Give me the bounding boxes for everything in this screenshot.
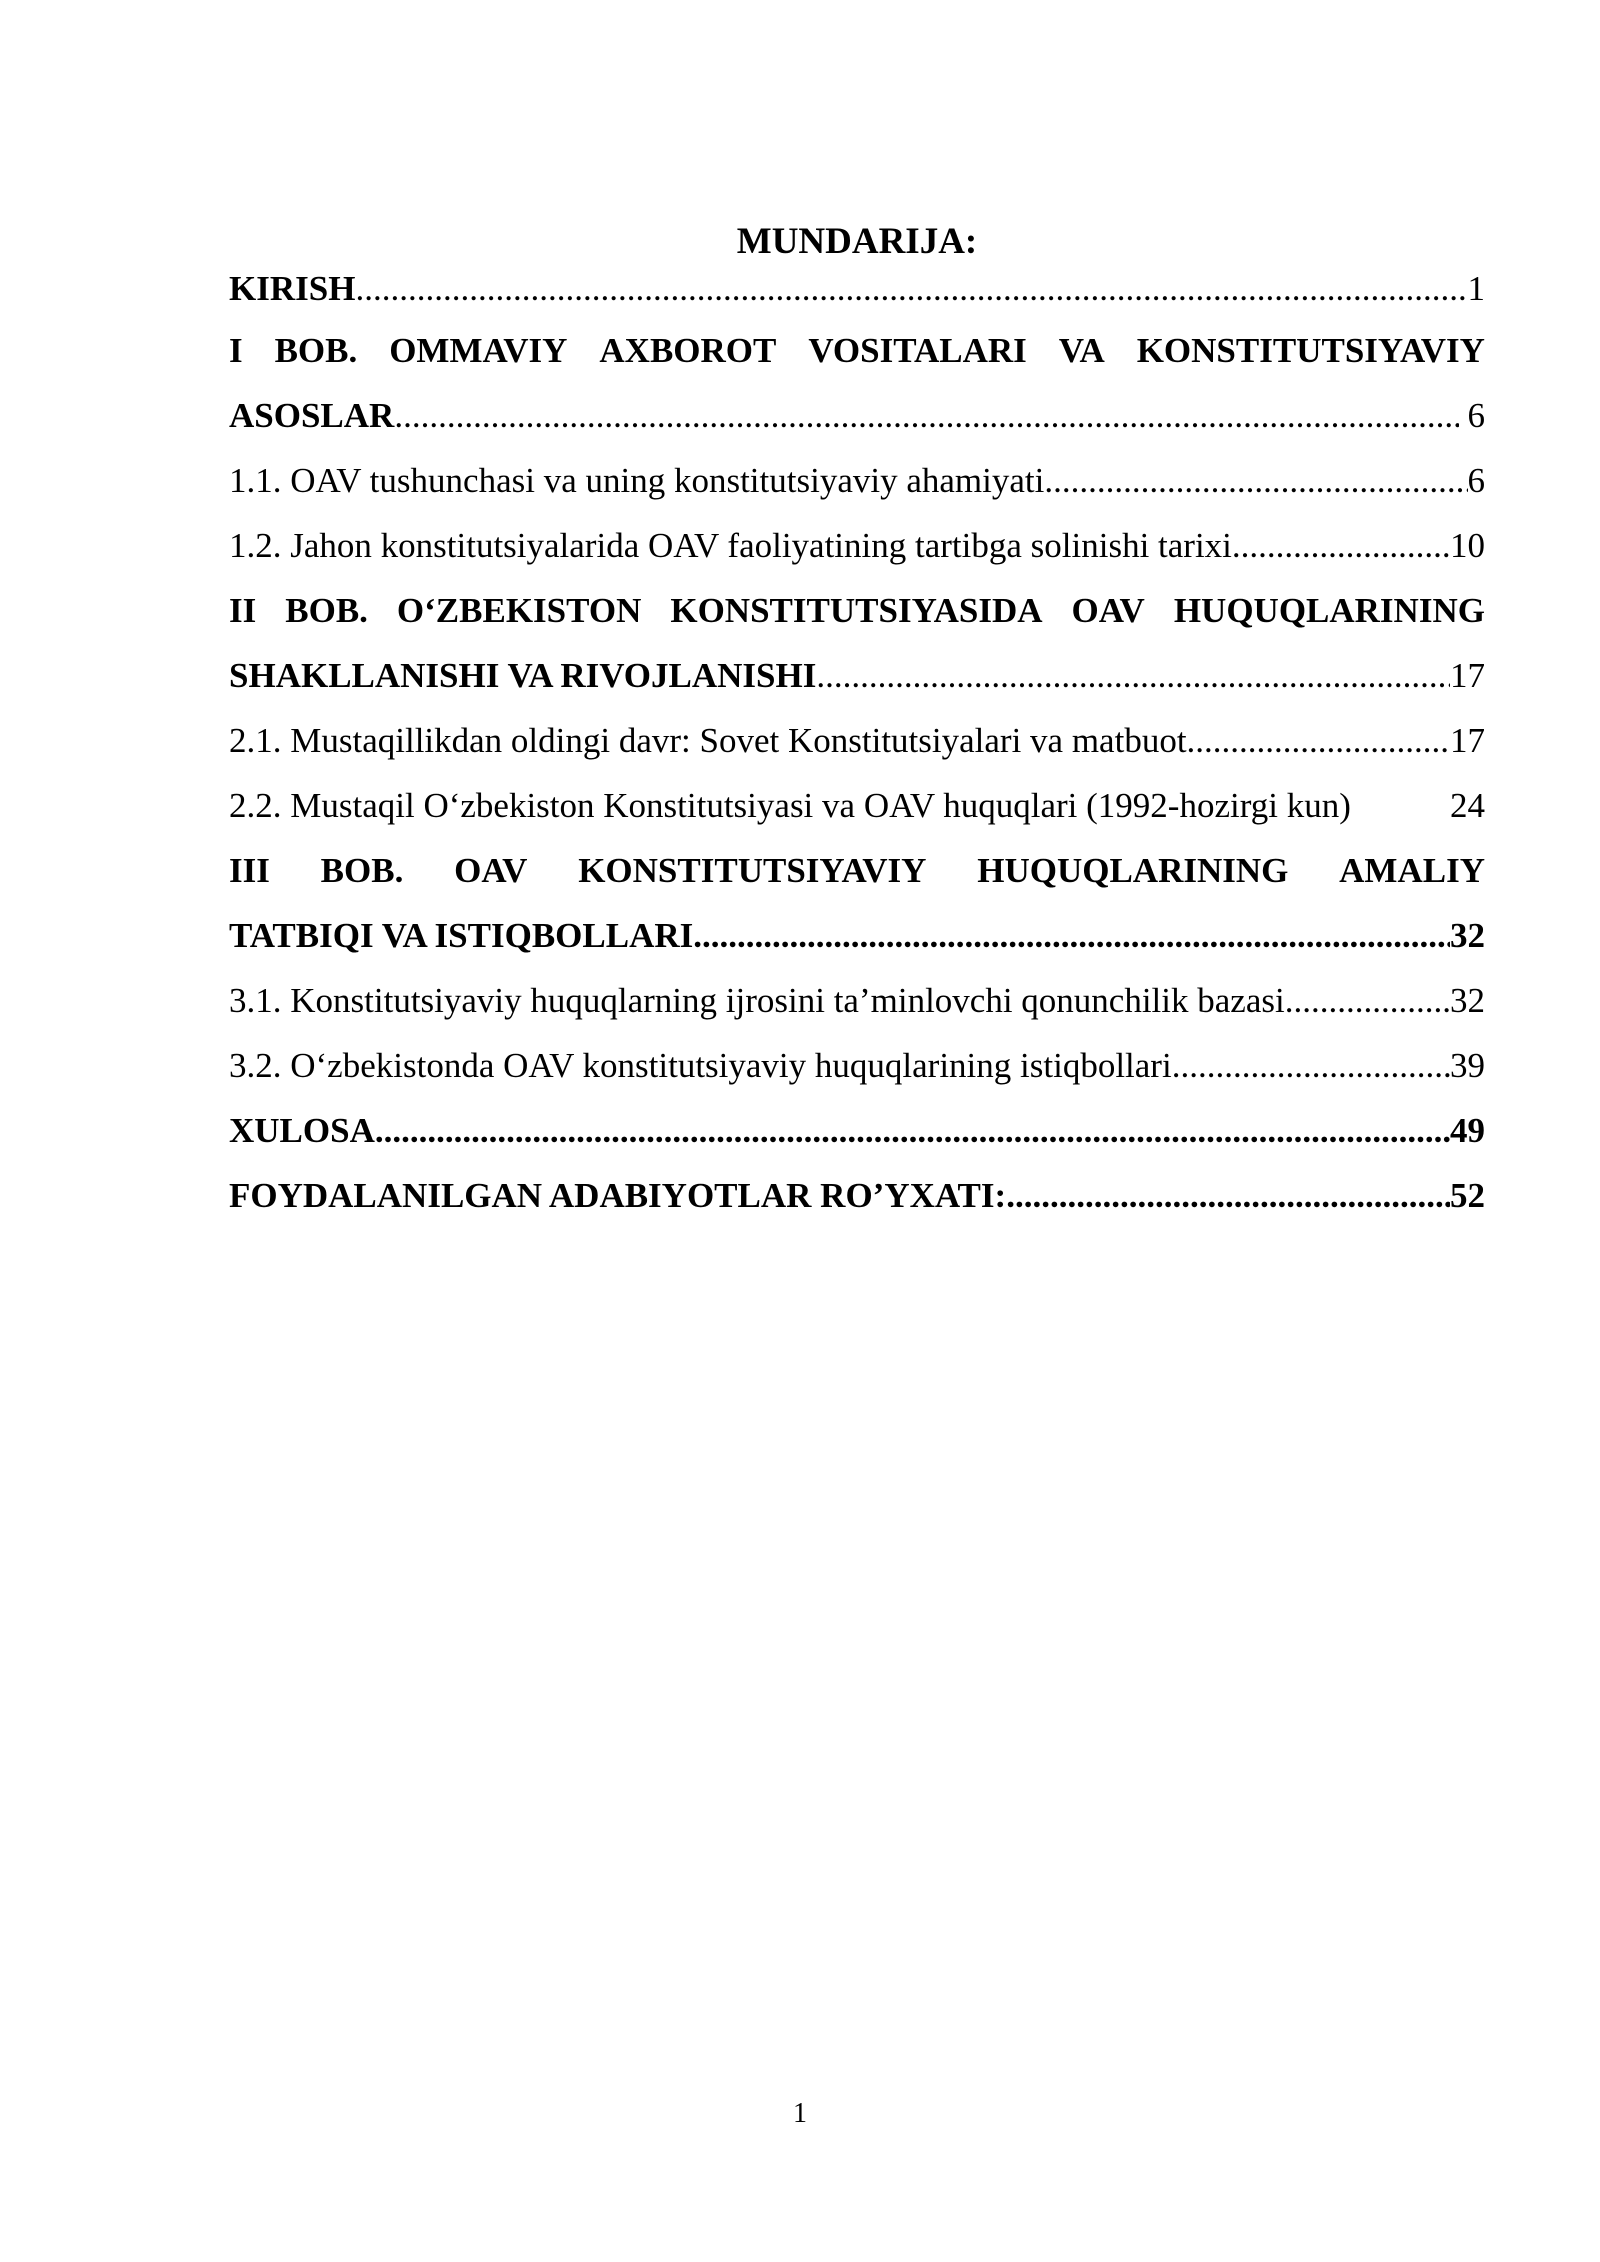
toc-entry-label: ASOSLAR [229, 396, 395, 435]
toc-entry-kirish [229, 265, 1485, 327]
dot-leader [1172, 1042, 1450, 1090]
dot-leader [1044, 457, 1467, 505]
heading-word: OAV [454, 851, 528, 890]
toc-entry-page: 32 [1450, 981, 1485, 1020]
toc-entry-page: 49 [1450, 1111, 1485, 1150]
dot-leader [375, 1107, 1450, 1155]
toc-entry-2-2 [229, 782, 1485, 847]
toc-entry-page: 39 [1450, 1046, 1485, 1085]
toc-entry-2-1 [229, 717, 1485, 782]
heading-word: BOB. [274, 331, 358, 370]
toc-entry-label: 1.1. OAV tushunchasi va uning konstitutsiyaviy ahamiyati [229, 461, 1045, 500]
toc-entry-1-1 [229, 457, 1485, 522]
toc-entry-page: 10 [1450, 526, 1485, 565]
dot-leader [355, 265, 1467, 313]
toc-entry-page: 17 [1450, 656, 1485, 695]
heading-word: BOB. [320, 851, 404, 890]
toc-entry-page: 52 [1450, 1176, 1485, 1215]
toc-entry-label: 2.2. Mustaqil O‘zbekiston Konstitutsiyasi va OAV huquqlari (1992-hozirgi kun) [229, 786, 1351, 825]
heading-word: AXBOROT [599, 331, 777, 370]
toc-entry-label: FOYDALANILGAN ADABIYOTLAR RO’YXATI: [229, 1176, 1007, 1215]
heading-word: KONSTITUTSIYAVIY [1136, 331, 1485, 370]
toc-entry-label: KIRISH [229, 269, 356, 308]
dot-leader [816, 652, 1450, 700]
toc-entry-adabiyotlar [229, 1172, 1485, 1237]
toc-entry-3-1 [229, 977, 1485, 1042]
heading-word: KONSTITUTSIYASIDA [670, 591, 1043, 630]
page-number: 1 [793, 2098, 807, 2129]
heading-word: O‘ZBEKISTON [396, 591, 642, 630]
heading-word: VA [1058, 331, 1105, 370]
heading-word: III [229, 851, 270, 890]
heading-word: OMMAVIY [389, 331, 568, 370]
toc-entry-label: 3.2. O‘zbekistonda OAV konstitutsiyaviy huquqlarining istiqbollari [229, 1046, 1172, 1085]
toc-entry-bob3-line1 [229, 847, 1485, 912]
heading-word: OAV [1071, 591, 1145, 630]
heading-word: KONSTITUTSIYAVIY [578, 851, 927, 890]
heading-word: AMALIY [1339, 851, 1485, 890]
dot-leader [1006, 1172, 1450, 1220]
toc-entry-page: 6 [1458, 396, 1485, 435]
toc-entry-page: 24 [1441, 786, 1485, 825]
table-of-contents [229, 265, 1485, 1237]
toc-entry-1-2 [229, 522, 1485, 587]
toc-entry-label: XULOSA [229, 1111, 375, 1150]
toc-entry-label: 2.1. Mustaqillikdan oldingi davr: Sovet Konstitutsiyalari va matbuot [229, 721, 1187, 760]
toc-entry-label: SHAKLLANISHI VA RIVOJLANISHI [229, 656, 817, 695]
toc-entry-3-2 [229, 1042, 1485, 1107]
heading-word: II [229, 591, 257, 630]
dot-leader [693, 912, 1450, 960]
dot-leader [394, 392, 1458, 440]
heading-word: HUQUQLARINING [1173, 591, 1485, 630]
heading-word: HUQUQLARINING [977, 851, 1289, 890]
toc-entry-page: 1 [1467, 269, 1485, 308]
toc-entry-label: TATBIQI VA ISTIQBOLLARI [229, 916, 694, 955]
toc-entry-label: 3.1. Konstitutsiyaviy huquqlarning ijrosini ta’minlovchi qonunchilik bazasi [229, 981, 1285, 1020]
toc-entry-label: 1.2. Jahon konstitutsiyalarida OAV faoliyatining tartibga solinishi tarixi [229, 526, 1232, 565]
dot-leader [1187, 717, 1450, 765]
toc-entry-page: 17 [1450, 721, 1485, 760]
toc-entry-page: 32 [1450, 916, 1485, 955]
toc-title: MUNDARIJA: [736, 221, 978, 262]
toc-entry-bob1-line2 [229, 392, 1485, 457]
toc-entry-bob3-line2 [229, 912, 1485, 977]
toc-entry-xulosa [229, 1107, 1485, 1172]
heading-word: BOB. [285, 591, 368, 630]
dot-leader [1285, 977, 1450, 1025]
dot-leader [1232, 522, 1450, 570]
toc-entry-bob1-line1 [229, 327, 1485, 392]
toc-entry-page: 6 [1467, 461, 1485, 500]
heading-word: VOSITALARI [808, 331, 1027, 370]
heading-word: I [229, 331, 243, 370]
toc-entry-bob2-line2 [229, 652, 1485, 717]
toc-entry-bob2-line1 [229, 587, 1485, 652]
